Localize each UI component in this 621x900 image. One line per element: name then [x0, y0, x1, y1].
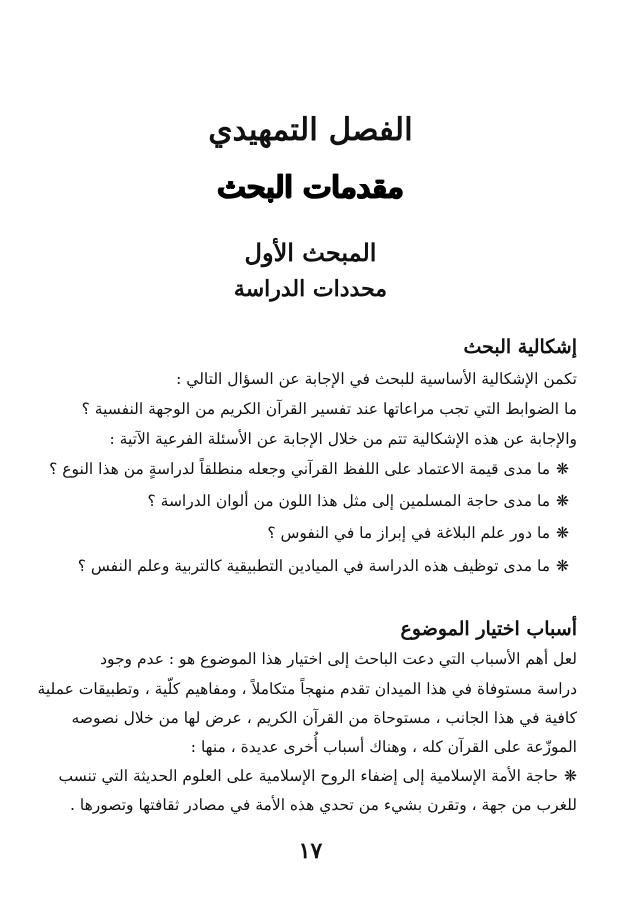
reasons-line: الموزّعة على القرآن كله ، وهناك أسباب أُخرى عديدة ، منها : — [190, 738, 577, 756]
bullet-icon: ❋ — [556, 460, 569, 478]
problem-bullet: ❋ما مدى توظيف هذه الدراسة في الميادين التطبيقية كالتربية وعلم النفس ؟ — [77, 557, 569, 575]
problem-bullet: ❋ما مدى قيمة الاعتماد على اللفظ القرآني وجعله منطلقاً لدراسةٍ من هذا النوع ؟ — [49, 460, 569, 478]
reasons-line: لعل أهم الأسباب التي دعت الباحث إلى اختيار هذا الموضوع هو : عدم وجود — [100, 650, 577, 668]
bullet-icon: ❋ — [564, 767, 577, 785]
bullet-icon: ❋ — [556, 524, 569, 542]
bullet-icon: ❋ — [556, 557, 569, 575]
section-title: المبحث الأول — [244, 238, 377, 267]
problem-line: ما الضوابط التي تجب مراعاتها عند تفسير القرآن الكريم من الوجهة النفسية ؟ — [81, 400, 577, 418]
bullet-icon: ❋ — [556, 492, 569, 510]
reasons-line: كافية في هذا الجانب ، مستوحاة من القرآن الكريم ، عرض لها من خلال نصوصه — [71, 709, 577, 727]
problem-bullet: ❋ما مدى حاجة المسلمين إلى مثل هذا اللون من ألوان الدراسة ؟ — [147, 492, 569, 510]
chapter-title: الفصل التمهيدي — [208, 112, 413, 148]
reasons-line: دراسة مستوفاة في هذا الميدان تقدم منهجاً متكاملاً ، ومفاهيم كلّية ، وتطبيقات عملية — [37, 680, 577, 698]
reasons-line: للغرب من جهة ، وتقرن بشيء من تحدي هذه الأمة في مصادر ثقافتها وتصورها . — [70, 796, 577, 814]
problem-bullet: ❋ما دور علم البلاغة في إبراز ما في النفوس ؟ — [267, 524, 569, 542]
problem-line: تكمن الإشكالية الأساسية للبحث في الإجابة عن السؤال التالي : — [176, 370, 577, 388]
intro-title: مقدمات البحث — [217, 170, 404, 205]
reasons-bullet: ❋حاجة الأمة الإسلامية إلى إضفاء الروح الإسلامية على العلوم الحديثة التي تنسب — [58, 767, 577, 785]
page-number: ١٧ — [298, 838, 323, 864]
problem-heading: إشكالية البحث — [463, 336, 577, 358]
reasons-heading: أسباب اختيار الموضوع — [400, 618, 577, 640]
problem-line: والإجابة عن هذه الإشكالية تتم من خلال الإجابة عن الأسئلة الفرعية الآتية : — [109, 430, 577, 448]
section-subtitle: محددات الدراسة — [233, 276, 388, 302]
